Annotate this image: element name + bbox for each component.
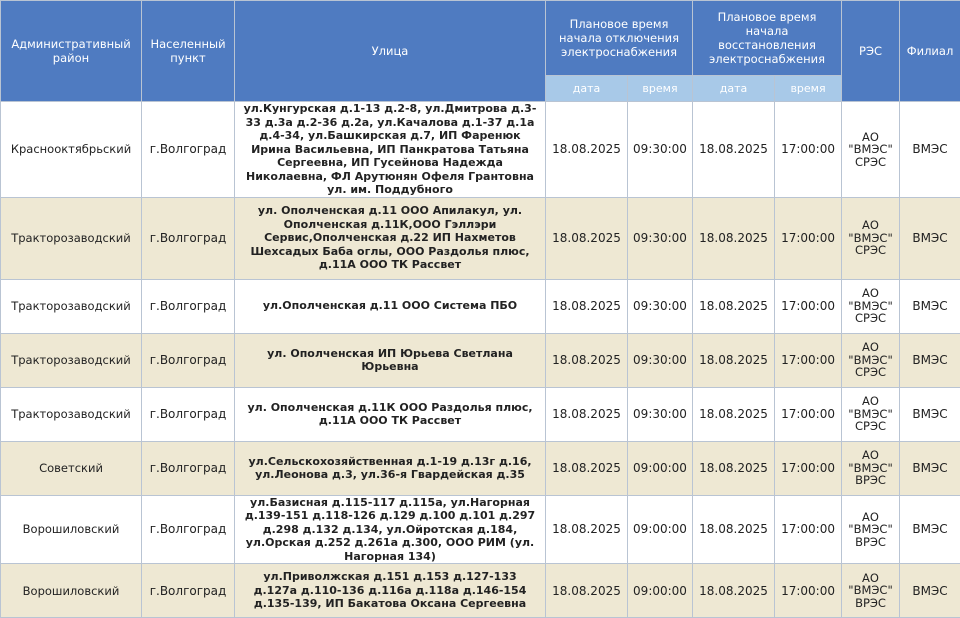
cell-on-time: 17:00:00 — [775, 197, 842, 279]
header-planned-off: Плановое время начала отключения электроснабжения — [546, 1, 693, 76]
cell-district: Краснооктябрьский — [1, 102, 142, 198]
cell-res: АО "ВМЭС" СРЭС — [842, 333, 900, 387]
header-street: Улица — [235, 1, 546, 102]
header-branch: Филиал — [900, 1, 960, 102]
cell-branch: ВМЭС — [900, 197, 960, 279]
cell-district: Тракторозаводский — [1, 333, 142, 387]
table-row — [1, 333, 960, 387]
subheader-on-time: время — [775, 76, 842, 102]
cell-branch: ВМЭС — [900, 495, 960, 564]
table-row — [1, 197, 960, 279]
cell-on-time: 17:00:00 — [775, 564, 842, 618]
cell-street: ул.Базисная д.115-117 д.115а, ул.Нагорная д.139-151 д.118-126 д.129 д.100 д.101 д.297 д.298 д.132 д.134, ул.Ойротская д.184, ул.Орская д.252 д.261а д.300, ООО РИМ (ул. Нагорная 134) — [235, 495, 546, 564]
cell-on-date: 18.08.2025 — [693, 333, 775, 387]
header-res: РЭС — [842, 1, 900, 102]
cell-on-time: 17:00:00 — [775, 102, 842, 198]
cell-res: АО "ВМЭС" СРЭС — [842, 279, 900, 333]
cell-res: АО "ВМЭС" СРЭС — [842, 102, 900, 198]
cell-off-time: 09:30:00 — [628, 197, 693, 279]
cell-street: ул.Приволжская д.151 д.153 д.127-133 д.127а д.110-136 д.116а д.118а д.146-154 д.135-139, ИП Бакатова Оксана Сергеевна — [235, 564, 546, 618]
cell-branch: ВМЭС — [900, 102, 960, 198]
cell-res: АО "ВМЭС" ВРЭС — [842, 441, 900, 495]
cell-on-time: 17:00:00 — [775, 333, 842, 387]
cell-district: Тракторозаводский — [1, 387, 142, 441]
cell-on-date: 18.08.2025 — [693, 564, 775, 618]
cell-street: ул. Ополченская д.11 ООО Апилакул, ул. Ополченская д.11К,ООО Гэллэри Сервис,Ополченская д.22 ИП Нахметов Шехсадых Баба оглы, ООО Раздолья плюс, д.11А ООО ТК Рассвет — [235, 197, 546, 279]
cell-on-date: 18.08.2025 — [693, 102, 775, 198]
table-header — [1, 1, 960, 102]
header-district: Административный район — [1, 1, 142, 102]
cell-off-time: 09:30:00 — [628, 333, 693, 387]
cell-locality: г.Волгоград — [142, 333, 235, 387]
cell-on-time: 17:00:00 — [775, 279, 842, 333]
cell-locality: г.Волгоград — [142, 441, 235, 495]
cell-off-time: 09:00:00 — [628, 495, 693, 564]
subheader-on-date: дата — [693, 76, 775, 102]
table-row — [1, 387, 960, 441]
cell-street: ул.Ополченская д.11 ООО Система ПБО — [235, 279, 546, 333]
cell-district: Тракторозаводский — [1, 279, 142, 333]
subheader-off-time: время — [628, 76, 693, 102]
cell-off-time: 09:30:00 — [628, 279, 693, 333]
subheader-off-date: дата — [546, 76, 628, 102]
cell-branch: ВМЭС — [900, 387, 960, 441]
cell-on-date: 18.08.2025 — [693, 279, 775, 333]
cell-locality: г.Волгоград — [142, 279, 235, 333]
cell-off-date: 18.08.2025 — [546, 564, 628, 618]
table-row — [1, 441, 960, 495]
cell-street: ул. Ополченская ИП Юрьева Светлана Юрьевна — [235, 333, 546, 387]
cell-off-date: 18.08.2025 — [546, 495, 628, 564]
cell-on-time: 17:00:00 — [775, 441, 842, 495]
cell-locality: г.Волгоград — [142, 102, 235, 198]
cell-street: ул. Ополченская д.11К ООО Раздолья плюс, д.11А ООО ТК Рассвет — [235, 387, 546, 441]
table-row — [1, 495, 960, 564]
cell-district: Ворошиловский — [1, 495, 142, 564]
cell-on-time: 17:00:00 — [775, 495, 842, 564]
cell-street: ул.Сельскохозяйственная д.1-19 д.13г д.16, ул.Леонова д.3, ул.36-я Гвардейская д.35 — [235, 441, 546, 495]
header-planned-on: Плановое время начала восстановления электроснабжения — [693, 1, 842, 76]
cell-on-date: 18.08.2025 — [693, 197, 775, 279]
table-body — [1, 102, 960, 618]
table-row — [1, 564, 960, 618]
cell-district: Тракторозаводский — [1, 197, 142, 279]
cell-branch: ВМЭС — [900, 333, 960, 387]
cell-res: АО "ВМЭС" СРЭС — [842, 387, 900, 441]
cell-res: АО "ВМЭС" СРЭС — [842, 197, 900, 279]
table-row — [1, 102, 960, 198]
cell-off-time: 09:30:00 — [628, 102, 693, 198]
cell-street: ул.Кунгурская д.1-13 д.2-8, ул.Дмитрова д.3-33 д.3а д.2-36 д.2а, ул.Качалова д.1-37 д.1а д.4-34, ул.Башкирская д.7, ИП Фаренюк Ирина Васильевна, ИП Панкратова Татьяна Сергеевна, ИП Гусейнова Надежда Николаевна, ФЛ Арутюнян Офеля Грантовна ул. им. Поддубного — [235, 102, 546, 198]
cell-district: Ворошиловский — [1, 564, 142, 618]
cell-branch: ВМЭС — [900, 564, 960, 618]
cell-off-time: 09:30:00 — [628, 387, 693, 441]
cell-on-date: 18.08.2025 — [693, 441, 775, 495]
cell-off-date: 18.08.2025 — [546, 197, 628, 279]
cell-res: АО "ВМЭС" ВРЭС — [842, 564, 900, 618]
cell-off-date: 18.08.2025 — [546, 279, 628, 333]
cell-off-time: 09:00:00 — [628, 441, 693, 495]
cell-off-date: 18.08.2025 — [546, 387, 628, 441]
cell-branch: ВМЭС — [900, 441, 960, 495]
cell-locality: г.Волгоград — [142, 495, 235, 564]
cell-off-date: 18.08.2025 — [546, 333, 628, 387]
cell-on-time: 17:00:00 — [775, 387, 842, 441]
cell-res: АО "ВМЭС" ВРЭС — [842, 495, 900, 564]
cell-locality: г.Волгоград — [142, 197, 235, 279]
cell-locality: г.Волгоград — [142, 564, 235, 618]
cell-on-date: 18.08.2025 — [693, 495, 775, 564]
table-row — [1, 279, 960, 333]
cell-on-date: 18.08.2025 — [693, 387, 775, 441]
cell-off-date: 18.08.2025 — [546, 441, 628, 495]
cell-district: Советский — [1, 441, 142, 495]
cell-off-date: 18.08.2025 — [546, 102, 628, 198]
cell-branch: ВМЭС — [900, 279, 960, 333]
header-locality: Населенный пункт — [142, 1, 235, 102]
cell-off-time: 09:00:00 — [628, 564, 693, 618]
cell-locality: г.Волгоград — [142, 387, 235, 441]
